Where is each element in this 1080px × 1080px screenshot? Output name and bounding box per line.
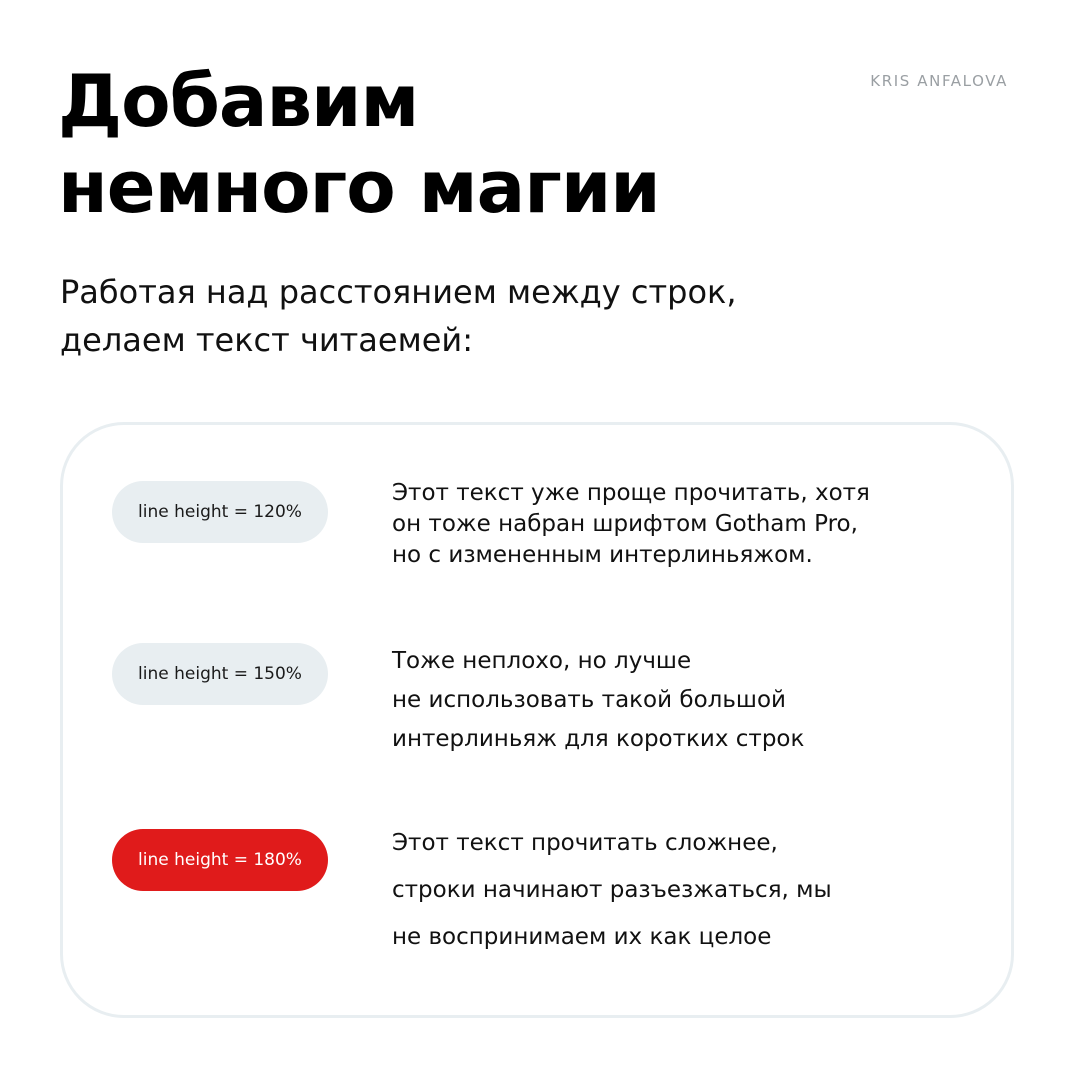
- example-line: Этот текст прочитать сложнее,: [392, 830, 778, 856]
- example-line: строки начинают разъезжаться, мы: [392, 877, 832, 903]
- example-line: он тоже набран шрифтом Gotham Pro,: [392, 511, 858, 537]
- example-line: Этот текст уже проще прочитать, хотя: [392, 480, 870, 506]
- line-height-120-example-text: [392, 478, 870, 571]
- page-title: [58, 58, 660, 230]
- line-height-150-example-text: [392, 642, 804, 759]
- example-line: но с измененным интерлиньяжом.: [392, 542, 813, 568]
- subtitle-line: Работая над расстоянием между строк,: [60, 273, 737, 311]
- title-line: Добавим: [58, 59, 419, 143]
- example-line: интерлиньяж для коротких строк: [392, 726, 805, 752]
- line-height-180-example-text: [392, 820, 832, 961]
- example-line: Тоже неплохо, но лучше: [392, 648, 692, 674]
- line-height-180-badge: line height = 180%: [112, 829, 328, 891]
- line-height-120-badge: line height = 120%: [112, 481, 328, 543]
- page-subtitle: [60, 268, 737, 364]
- author-name: KRIS ANFALOVA: [870, 72, 1008, 90]
- example-line: не использовать такой большой: [392, 687, 786, 713]
- line-height-150-badge: line height = 150%: [112, 643, 328, 705]
- subtitle-line: делаем текст читаемей:: [60, 321, 473, 359]
- title-line: немного магии: [58, 145, 660, 229]
- example-line: не воспринимаем их как целое: [392, 924, 772, 950]
